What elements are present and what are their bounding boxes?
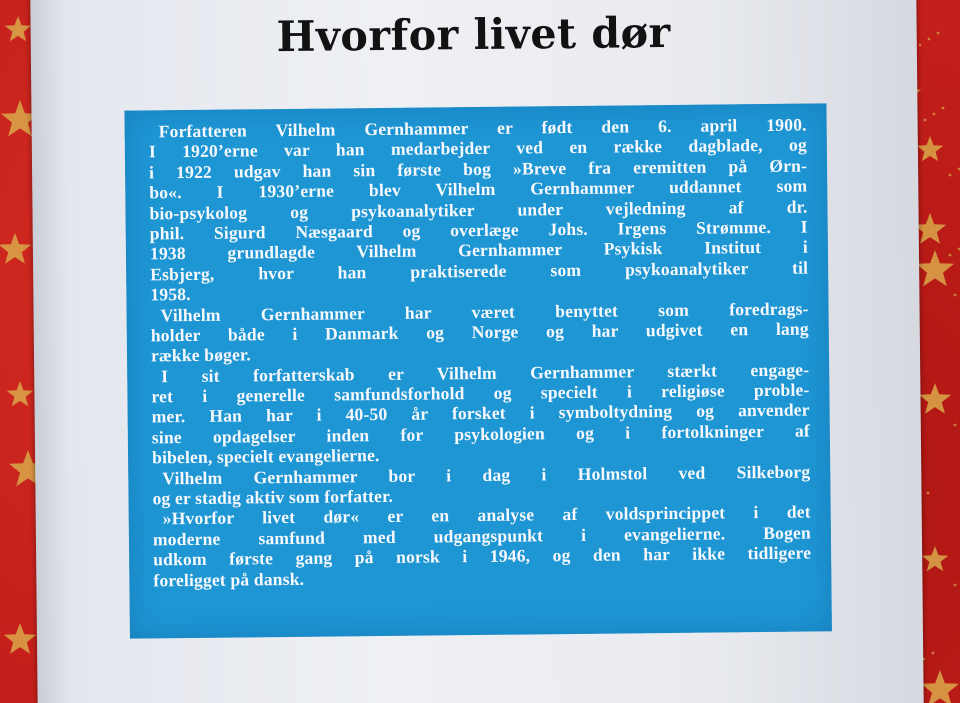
blurb-line: moderne samfund med udgangspunkt i evangelierne. Bogen [152,522,812,550]
star-icon [922,546,949,571]
glitter-dot [933,113,936,116]
star-icon [919,383,951,414]
blurb-line: I sit forfatterskab er Vilhelm Gernhammer stærkt engage- [161,359,810,386]
blurb-line: holder både i Danmark og Norge og har udgivet en lang [150,318,809,346]
glitter-dot [954,584,957,587]
glitter-dot [932,652,935,655]
blurb-line: udkom første gang på norsk i 1946, og den har ikke tidligere [153,542,812,570]
blurb-line: ret i generelle samfundsforhold og specielt i religiøse proble- [151,379,810,407]
glitter-dot [928,38,931,41]
blurb-line: Vilhelm Gernhammer har været benyttet som foredrags- [160,298,809,325]
book-back-cover [30,0,924,703]
glitter-dot [937,32,940,35]
blurb-line: Vilhelm Gernhammer bor i dag i Holmstol ved Silkeborg [162,461,811,488]
blurb-line: mer. Han har i 40-50 år forsket i symboltydning og anvender [151,399,810,427]
glitter-dot [919,44,922,47]
blurb-line: bibelen, specielt evangelierne. [151,445,380,468]
blurb-text [149,115,812,591]
blurb-line: i 1922 udgav han sin første bog »Breve fra eremitten på Ørn- [148,155,808,183]
blurb-line: og er stadig aktiv som forfatter. [152,485,394,509]
star-icon [5,16,32,41]
glitter-dot [949,174,952,177]
glitter-dot [942,107,945,110]
blurb-line: 1958. [150,284,191,305]
glitter-dot [949,254,952,257]
blurb-line: »Hvorfor livet dør« er en analyse af voldsprincippet i det [162,501,811,529]
blurb-panel [124,103,831,638]
book-title: Hvorfor livet dør [276,7,671,62]
glitter-dot [927,492,930,495]
glitter-dot [954,424,957,427]
blurb-line: Esbjerg, hvor han praktiserede som psykoanalytiker til [150,257,809,285]
blurb-line: I 1920’erne var han medarbejder ved en række dagblade, og [148,134,807,162]
star-icon [0,233,31,264]
blurb-line: 1938 grundlagde Vilhelm Gernhammer Psykisk Institut i [149,236,809,264]
star-icon [916,250,954,286]
blurb-line: bo«. I 1930’erne blev Vilhelm Gernhammer uddannet som [149,175,808,203]
star-icon [917,136,944,161]
glitter-dot [954,294,957,297]
blurb-line: phil. Sigurd Næsgaard og overlæge Johs. Irgens Strømme. I [149,216,808,244]
star-icon [921,670,959,703]
blurb-line: bio-psykolog og psykoanalytiker under vejledning af dr. [149,196,808,223]
blurb-line: foreligget på dansk. [153,568,305,590]
blurb-line: Forfatteren Vilhelm Gernhammer er født den 6. april 1900. [158,114,807,142]
star-icon [4,623,36,654]
blurb-line: sine opdagelser inden for psykologien og i fortolkninger af [151,420,810,448]
blurb-line: række bøger. [150,344,251,366]
star-icon [7,381,34,406]
glitter-dot [924,119,927,122]
